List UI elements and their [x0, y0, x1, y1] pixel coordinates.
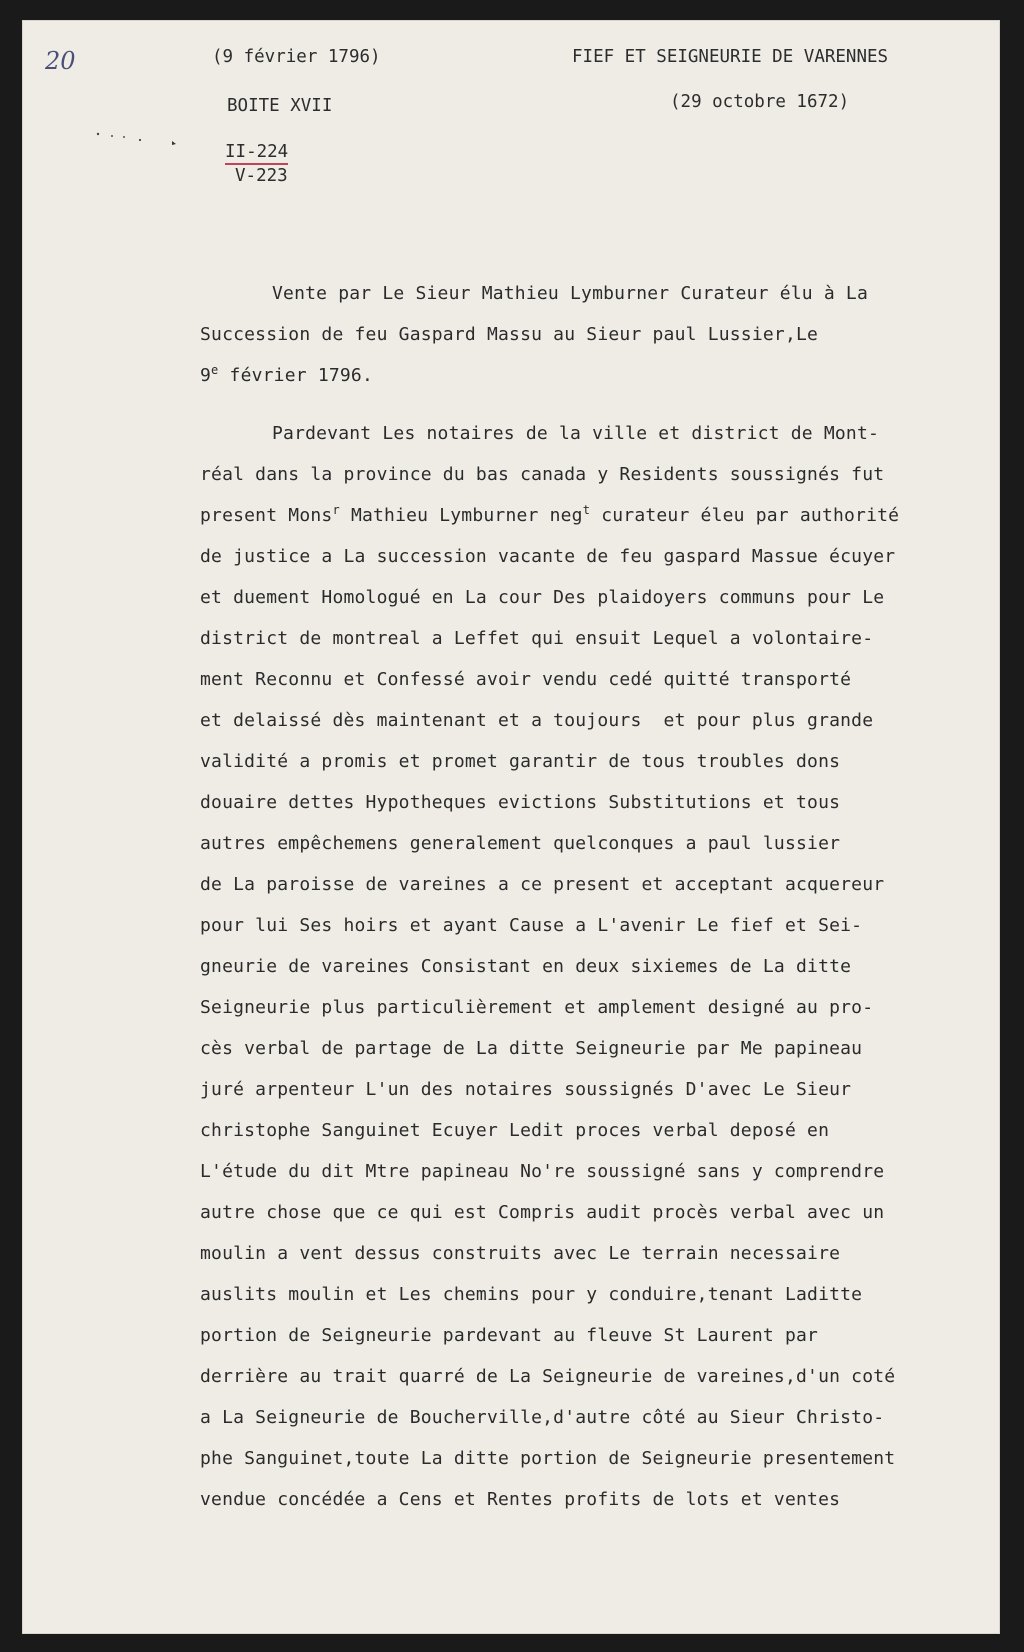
body-line: portion de Seigneurie pardevant au fleuve St Laurent par: [200, 1325, 819, 1346]
ink-specks: [94, 128, 184, 158]
body-line: district de montreal a Leffet qui ensuit Lequel a volontaire-: [200, 628, 874, 649]
body-line: moulin a vent dessus construits avec Le terrain necessaire: [200, 1243, 841, 1264]
sup-t: t: [582, 503, 591, 517]
body-line: douaire dettes Hypotheques evictions Substitutions et tous: [200, 792, 841, 813]
body-line: phe Sanguinet,toute La ditte portion de Seigneurie presentement: [200, 1448, 896, 1469]
body-line: réal dans la province du bas canada y Residents soussignés fut: [200, 464, 885, 485]
body-line: a La Seigneurie de Boucherville,d'autre côté au Sieur Christo-: [200, 1407, 885, 1428]
title-line-1: Vente par Le Sieur Mathieu Lymburner Curateur élu à La: [272, 283, 868, 304]
ref-1: [225, 142, 288, 162]
body-line: de justice a La succession vacante de feu gaspard Massue écuyer: [200, 546, 896, 567]
body-line: gneurie de vareines Consistant en deux sixiemes de La ditte: [200, 956, 852, 977]
title-line-3-text: février 1796.: [229, 365, 374, 386]
body-line: [200, 505, 899, 526]
body-line-part: Mathieu Lymburner neg: [350, 505, 583, 526]
title-day-sup: e: [211, 363, 219, 377]
body-line: L'étude du dit Mtre papineau No're soussigné sans y comprendre: [200, 1161, 885, 1182]
body-line-part: curateur éleu par authorité: [601, 505, 900, 526]
body-line: ment Reconnu et Confessé avoir vendu cedé quitté transporté: [200, 669, 852, 690]
body-line: de La paroisse de vareines a ce present et acceptant acquereur: [200, 874, 885, 895]
body-line: et duement Homologué en La cour Des plaidoyers communs pour Le: [200, 587, 885, 608]
folio-number: 20: [45, 47, 76, 75]
title-line-2: Succession de feu Gaspard Massu au Sieur paul Lussier,Le: [200, 324, 819, 345]
sup-r: r: [332, 503, 340, 517]
body-line: christophe Sanguinet Ecuyer Ledit proces verbal deposé en: [200, 1120, 830, 1141]
date-right: (29 octobre 1672): [670, 92, 850, 112]
title-day: 9: [200, 365, 212, 386]
ref-1-text: II-224: [225, 142, 288, 165]
document-title: FIEF ET SEIGNEURIE DE VARENNES: [572, 47, 889, 67]
body-line: Pardevant Les notaires de la ville et district de Mont-: [272, 423, 880, 444]
body-line: et delaissé dès maintenant et a toujours et pour plus grande: [200, 710, 874, 731]
body-line: Seigneurie plus particulièrement et amplement designé au pro-: [200, 997, 874, 1018]
box-label: BOITE XVII: [227, 96, 333, 116]
body-line: vendue concédée a Cens et Rentes profits de lots et ventes: [200, 1489, 841, 1510]
body-line: juré arpenteur L'un des notaires soussignés D'avec Le Sieur: [200, 1079, 852, 1100]
body-line: cès verbal de partage de La ditte Seigneurie par Me papineau: [200, 1038, 863, 1059]
ref-2: V-223: [235, 166, 288, 186]
body-line-part: present Mons: [200, 505, 333, 526]
title-line-3: [200, 365, 373, 386]
body-line: autres empêchemens generalement quelconques a paul lussier: [200, 833, 841, 854]
body-line: derrière au trait quarré de La Seigneurie de vareines,d'un coté: [200, 1366, 896, 1387]
document-page: [22, 20, 1000, 1634]
body-line: validité a promis et promet garantir de tous troubles dons: [200, 751, 841, 772]
body-line: auslits moulin et Les chemins pour y conduire,tenant Laditte: [200, 1284, 863, 1305]
body-line: pour lui Ses hoirs et ayant Cause a L'avenir Le fief et Sei-: [200, 915, 863, 936]
date-left: (9 février 1796): [212, 47, 381, 67]
body-line: autre chose que ce qui est Compris audit procès verbal avec un: [200, 1202, 885, 1223]
